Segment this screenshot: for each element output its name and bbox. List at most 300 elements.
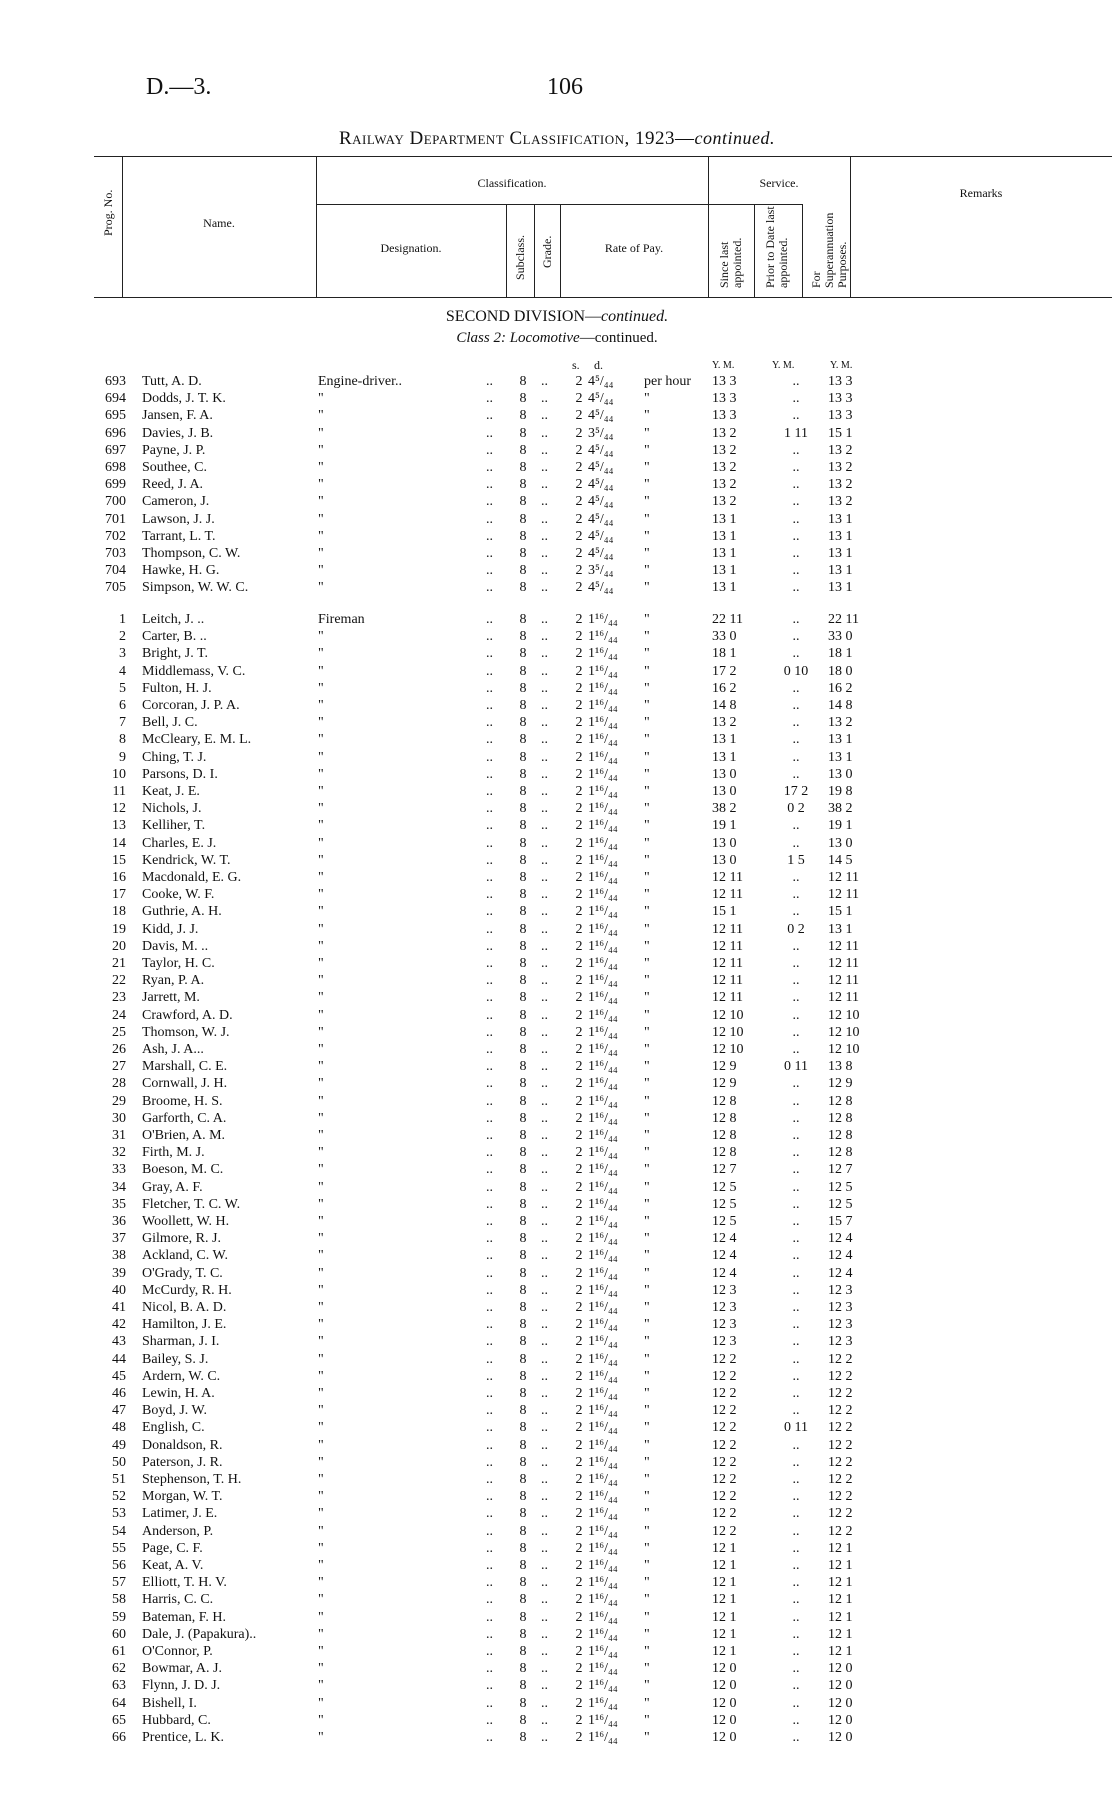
leader-dots: .. [541,442,548,458]
cell-rate: 1¹⁶/₄₄ [588,1231,618,1247]
table-row [0,836,1114,853]
cell-no: 17 [112,887,126,903]
cell-desig: " [318,1489,324,1505]
leader-dots: .. [486,629,493,645]
leader-dots: .. [541,646,548,662]
cell-rate: 1¹⁶/₄₄ [588,1196,618,1212]
cell-since: 16 2 [712,680,737,696]
cell-sub: 8 [519,1007,527,1023]
leader-dots: .. [486,1420,493,1436]
cell-desig: " [318,1730,324,1745]
cell-unit: " [644,766,650,782]
cell-grade: 2 [575,732,583,748]
cell-unit: " [644,887,650,903]
cell-sub: 8 [519,1712,527,1728]
table-row [0,1420,1114,1437]
cell-grade: 2 [575,1609,583,1625]
cell-prior: .. [792,1644,800,1659]
cell-rate: 1¹⁶/₄₄ [588,715,618,731]
cell-no: 696 [105,425,126,441]
cell-prior: .. [792,1231,800,1247]
cell-since: 12 3 [712,1282,737,1298]
cell-no: 44 [112,1351,126,1367]
leader-dots: .. [486,511,493,527]
cell-since: 12 0 [712,1712,737,1728]
cell-grade: 2 [575,1489,583,1505]
cell-no: 41 [112,1300,126,1315]
cell-super: 12 0 [828,1695,853,1711]
cell-sub: 8 [519,460,527,475]
cell-desig: " [318,973,324,989]
cell-prior: .. [792,546,800,561]
cell-prior: .. [792,1437,800,1453]
title-continued: continued. [694,128,776,148]
cell-desig: " [318,1317,324,1333]
cell-sub: 8 [519,1403,527,1419]
leader-dots: .. [541,1300,548,1315]
cell-no: 42 [112,1317,126,1333]
leader-dots: .. [541,563,548,579]
table-row [0,1575,1114,1592]
leader-dots: .. [541,852,548,868]
cell-prior: .. [792,1712,800,1728]
page-title [0,128,1114,150]
table-row [0,818,1114,835]
cell-since: 12 11 [712,921,743,937]
cell-name: Latimer, J. E. [142,1506,218,1522]
cell-desig: " [318,990,324,1006]
cell-name: Cornwall, J. H. [142,1076,228,1092]
cell-sub: 8 [519,1059,527,1075]
leader-dots: .. [541,1145,548,1161]
cell-grade: 2 [575,663,583,679]
cell-no: 51 [112,1472,126,1487]
cell-unit: " [644,663,650,679]
cell-rate: 1¹⁶/₄₄ [588,938,618,954]
leader-dots: .. [486,1386,493,1401]
cell-desig: " [318,563,324,579]
cell-unit: " [644,612,650,627]
leader-dots: .. [486,1317,493,1333]
rule-v4 [534,204,535,298]
cell-prior: 1 11 [784,425,808,441]
cell-rate: 1¹⁶/₄₄ [588,732,618,748]
cell-sub: 8 [519,1386,527,1401]
leader-dots: .. [541,1472,548,1487]
leader-dots: .. [541,460,548,475]
cell-since: 12 1 [712,1558,737,1573]
cell-unit: " [644,425,650,441]
leader-dots: .. [541,1162,548,1178]
cell-since: 22 11 [712,612,743,627]
cell-rate: 1¹⁶/₄₄ [588,1334,618,1350]
cell-no: 695 [105,408,126,424]
cell-rate: 1¹⁶/₄₄ [588,1506,618,1522]
cell-sub: 8 [519,698,527,713]
cell-name: Elliott, T. H. V. [142,1575,227,1591]
cell-since: 12 8 [712,1093,737,1109]
cell-since: 12 10 [712,1024,744,1040]
table-row [0,1713,1114,1730]
cell-name: Davis, M. .. [142,938,209,954]
cell-name: Harris, C. C. [142,1592,214,1608]
cell-since: 12 2 [712,1454,737,1470]
leader-dots: .. [486,749,493,765]
cell-sub: 8 [519,1265,527,1281]
cell-desig: " [318,1351,324,1367]
cell-super: 15 1 [828,425,853,441]
cell-rate: 1¹⁶/₄₄ [588,1093,618,1109]
cell-grade: 2 [575,1334,583,1350]
cell-super: 12 3 [828,1282,853,1298]
leader-dots: .. [486,1179,493,1195]
unit-pence: d. [594,358,603,372]
cell-no: 703 [105,546,126,561]
cell-grade: 2 [575,766,583,782]
table-row [0,646,1114,663]
cell-desig: " [318,1644,324,1659]
table-row [0,1438,1114,1455]
cell-grade: 2 [575,1162,583,1178]
cell-grade: 2 [575,990,583,1006]
cell-name: Fletcher, T. C. W. [142,1196,241,1212]
leader-dots: .. [541,1420,548,1436]
cell-super: 12 1 [828,1540,853,1556]
cell-name: Bateman, F. H. [142,1609,227,1625]
cell-super: 12 0 [828,1712,853,1728]
cell-unit: " [644,1437,650,1453]
cell-sub: 8 [519,801,527,817]
cell-rate: 1¹⁶/₄₄ [588,1489,618,1505]
cell-since: 12 11 [712,870,743,885]
cell-sub: 8 [519,818,527,834]
cell-since: 12 8 [712,1110,737,1126]
cell-no: 3 [119,646,126,662]
cell-unit: " [644,852,650,868]
cell-grade: 2 [575,563,583,579]
cell-grade: 2 [575,1024,583,1040]
cell-name: Ardern, W. C. [142,1368,221,1384]
cell-super: 13 1 [828,546,853,561]
cell-sub: 8 [519,1317,527,1333]
cell-name: O'Connor, P. [142,1644,213,1659]
cell-grade: 2 [575,1059,583,1075]
cell-prior: .. [792,1196,800,1212]
cell-grade: 2 [575,1196,583,1212]
cell-sub: 8 [519,784,527,799]
leader-dots: .. [486,801,493,817]
cell-grade: 2 [575,1351,583,1367]
cell-prior: .. [792,1162,800,1178]
table-row [0,426,1114,443]
cell-sub: 8 [519,1454,527,1470]
cell-super: 13 0 [828,766,853,782]
cell-no: 55 [112,1540,126,1556]
cell-no: 21 [112,956,126,971]
cell-no: 43 [112,1334,126,1350]
cell-name: Ash, J. A... [142,1042,204,1057]
cell-name: Marshall, C. E. [142,1059,228,1075]
cell-grade: 2 [575,870,583,885]
cell-prior: .. [792,391,800,407]
table-row [0,563,1114,580]
cell-super: 13 2 [828,460,853,475]
cell-rate: 1¹⁶/₄₄ [588,1265,618,1281]
leader-dots: .. [486,870,493,885]
cell-no: 10 [112,766,126,782]
leader-dots: .. [486,408,493,424]
cell-prior: .. [792,1282,800,1298]
leader-dots: .. [541,1489,548,1505]
cell-prior: .. [792,1093,800,1109]
leader-dots: .. [541,870,548,885]
cell-sub: 8 [519,1592,527,1608]
cell-rate: 4⁵/₄₄ [588,442,614,458]
cell-desig: " [318,1076,324,1092]
cell-rate: 1¹⁶/₄₄ [588,973,618,989]
leader-dots: .. [486,1007,493,1023]
cell-no: 29 [112,1093,126,1109]
cell-rate: 4⁵/₄₄ [588,408,614,424]
leader-dots: .. [486,1368,493,1384]
cell-no: 38 [112,1248,126,1264]
cell-sub: 8 [519,904,527,920]
cell-no: 694 [105,391,126,407]
cell-rate: 1¹⁶/₄₄ [588,1592,618,1608]
cell-rate: 1¹⁶/₄₄ [588,1437,618,1453]
cell-grade: 2 [575,1145,583,1161]
cell-grade: 2 [575,1644,583,1659]
cell-unit: " [644,1472,650,1487]
cell-desig: " [318,904,324,920]
cell-desig: " [318,663,324,679]
table-row [0,580,1114,597]
cell-name: Stephenson, T. H. [142,1472,242,1487]
cell-unit: " [644,1558,650,1573]
cell-name: Tutt, A. D. [142,374,202,389]
cell-sub: 8 [519,1282,527,1298]
header-prog-no: Prog. No. [101,189,115,236]
cell-sub: 8 [519,1162,527,1178]
cell-desig: " [318,766,324,782]
cell-name: Broome, H. S. [142,1093,223,1109]
cell-super: 12 2 [828,1523,853,1539]
cell-no: 19 [112,921,126,937]
cell-no: 699 [105,477,126,493]
cell-prior: 0 2 [787,801,805,817]
leader-dots: .. [541,715,548,731]
unit-since-ym: Y. M. [712,360,735,371]
cell-no: 37 [112,1231,126,1247]
cell-since: 13 2 [712,425,737,441]
cell-prior: 0 11 [784,1420,808,1436]
cell-name: Bailey, S. J. [142,1351,209,1367]
page-header [0,74,1114,104]
cell-sub: 8 [519,1214,527,1229]
cell-since: 12 11 [712,990,743,1006]
cell-rate: 1¹⁶/₄₄ [588,612,618,627]
rule-top [94,156,1112,157]
cell-sub: 8 [519,1420,527,1436]
cell-grade: 2 [575,801,583,817]
cell-desig: " [318,1093,324,1109]
leader-dots: .. [486,1042,493,1057]
cell-rate: 1¹⁶/₄₄ [588,956,618,971]
cell-sub: 8 [519,1540,527,1556]
cell-prior: 0 2 [787,921,805,937]
cell-desig: " [318,1368,324,1384]
cell-since: 18 1 [712,646,737,662]
cell-since: 12 4 [712,1231,737,1247]
leader-dots: .. [541,477,548,493]
cell-super: 12 4 [828,1265,853,1281]
cell-no: 39 [112,1265,126,1281]
cell-sub: 8 [519,1179,527,1195]
table-row [0,612,1114,629]
cell-sub: 8 [519,563,527,579]
cell-sub: 8 [519,1489,527,1505]
cell-unit: " [644,477,650,493]
cell-unit: " [644,1403,650,1419]
cell-unit: " [644,1214,650,1229]
cell-super: 19 8 [828,784,853,799]
cell-unit: " [644,1695,650,1711]
leader-dots: .. [486,1454,493,1470]
cell-prior: .. [792,1300,800,1315]
cell-super: 12 3 [828,1334,853,1350]
rule-v9 [850,156,851,298]
cell-grade: 2 [575,1076,583,1092]
cell-desig: " [318,494,324,510]
cell-prior: .. [792,698,800,713]
class-name: Locomotive [509,330,580,346]
cell-rate: 1¹⁶/₄₄ [588,1386,618,1401]
cell-super: 12 1 [828,1575,853,1591]
cell-prior: .. [792,1592,800,1608]
leader-dots: .. [486,818,493,834]
cell-since: 13 2 [712,442,737,458]
cell-rate: 1¹⁶/₄₄ [588,1712,618,1728]
cell-rate: 4⁵/₄₄ [588,374,614,389]
cell-prior: .. [792,563,800,579]
cell-name: Bowmar, A. J. [142,1661,222,1677]
cell-sub: 8 [519,973,527,989]
cell-desig: " [318,784,324,799]
cell-name: Jansen, F. A. [142,408,213,424]
cell-sub: 8 [519,887,527,903]
cell-prior: .. [792,1110,800,1126]
cell-grade: 2 [575,460,583,475]
cell-since: 15 1 [712,904,737,920]
leader-dots: .. [541,1540,548,1556]
cell-grade: 2 [575,1403,583,1419]
cell-super: 12 8 [828,1128,853,1143]
cell-desig: " [318,1437,324,1453]
cell-name: Lawson, J. J. [142,511,215,527]
table-row [0,887,1114,904]
cell-grade: 2 [575,1042,583,1057]
cell-prior: .. [792,1575,800,1591]
unit-prior-ym: Y. M. [772,360,795,371]
cell-rate: 1¹⁶/₄₄ [588,1661,618,1677]
leader-dots: .. [486,1626,493,1642]
header-rate-of-pay: Rate of Pay. [604,241,664,255]
cell-rate: 1¹⁶/₄₄ [588,1179,618,1195]
cell-since: 12 2 [712,1351,737,1367]
leader-dots: .. [541,425,548,441]
cell-name: Carter, B. .. [142,629,207,645]
cell-since: 12 10 [712,1007,744,1023]
cell-sub: 8 [519,477,527,493]
cell-no: 30 [112,1110,126,1126]
cell-desig: " [318,1609,324,1625]
table-row [0,629,1114,646]
cell-desig: " [318,835,324,851]
table-row [0,922,1114,939]
cell-super: 12 4 [828,1248,853,1264]
table-row [0,1145,1114,1162]
table-row [0,1696,1114,1713]
cell-since: 33 0 [712,629,737,645]
leader-dots: .. [486,1300,493,1315]
table-row [0,1352,1114,1369]
cell-since: 13 0 [712,784,737,799]
table-row [0,698,1114,715]
leader-dots: .. [541,1334,548,1350]
cell-sub: 8 [519,921,527,937]
cell-unit: " [644,1368,650,1384]
table-row [0,1008,1114,1025]
cell-name: Hamilton, J. E. [142,1317,227,1333]
cell-sub: 8 [519,1042,527,1057]
cell-rate: 1¹⁶/₄₄ [588,1540,618,1556]
cell-grade: 2 [575,1661,583,1677]
page-number: 106 [547,74,583,100]
cell-super: 12 11 [828,938,859,954]
cell-rate: 1¹⁶/₄₄ [588,749,618,765]
cell-desig: " [318,646,324,662]
leader-dots: .. [486,680,493,696]
cell-name: O'Brien, A. M. [142,1128,226,1143]
cell-prior: .. [792,1024,800,1040]
cell-grade: 2 [575,1248,583,1264]
cell-name: Bell, J. C. [142,715,198,731]
cell-since: 12 11 [712,887,743,903]
cell-since: 12 11 [712,956,743,971]
cell-since: 13 2 [712,494,737,510]
cell-no: 701 [105,511,126,527]
cell-sub: 8 [519,374,527,389]
cell-no: 27 [112,1059,126,1075]
cell-super: 12 2 [828,1506,853,1522]
leader-dots: .. [486,1093,493,1109]
cell-sub: 8 [519,766,527,782]
table-row [0,1197,1114,1214]
cell-unit: " [644,1454,650,1470]
cell-no: 5 [119,680,126,696]
cell-unit: " [644,546,650,561]
cell-super: 38 2 [828,801,853,817]
cell-name: Tarrant, L. T. [142,528,216,544]
cell-super: 12 2 [828,1351,853,1367]
cell-rate: 1¹⁶/₄₄ [588,1368,618,1384]
cell-prior: .. [792,1265,800,1281]
cell-rate: 1¹⁶/₄₄ [588,990,618,1006]
cell-unit: " [644,1196,650,1212]
cell-desig: " [318,1214,324,1229]
cell-grade: 2 [575,1282,583,1298]
leader-dots: .. [541,1059,548,1075]
